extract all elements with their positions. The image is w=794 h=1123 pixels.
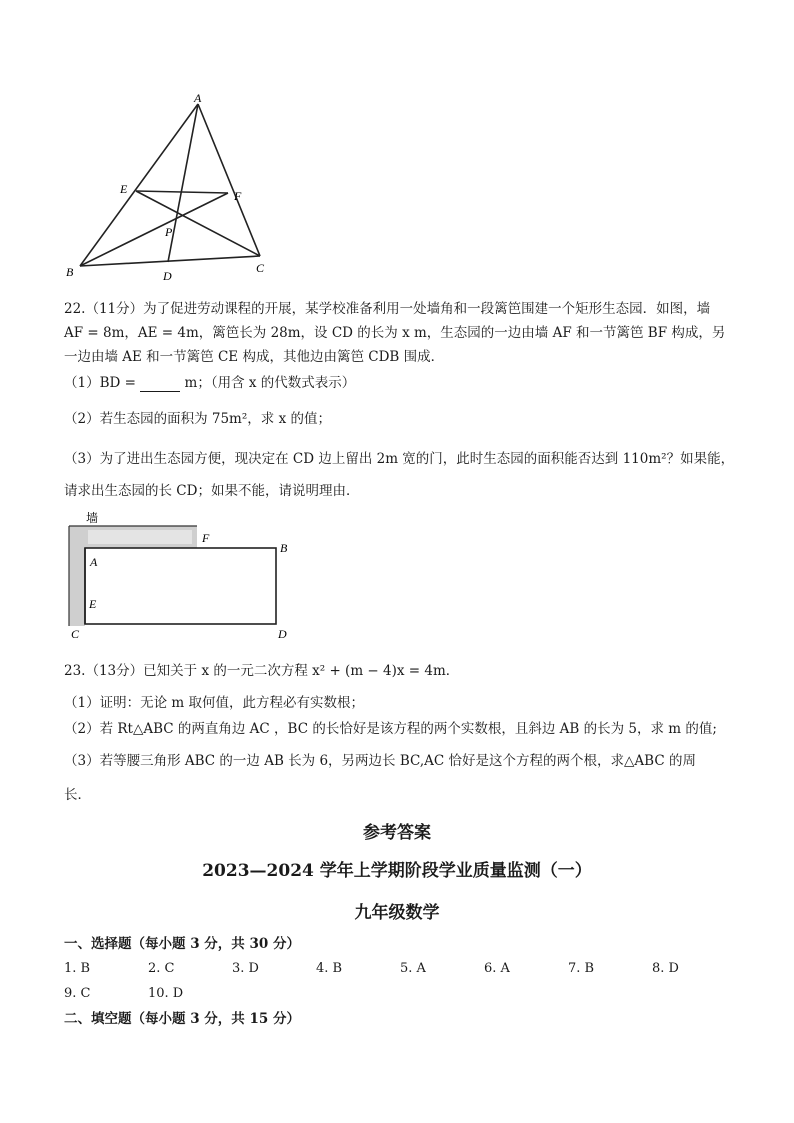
answer-item: 7. B [568, 961, 595, 976]
label-E: E [120, 182, 128, 196]
label-C2: C [71, 627, 80, 641]
wall-label: 墙 [86, 511, 99, 525]
q22-line1: 22.（11分）为了促进劳动课程的开展，某学校准备利用一处墙角和一段篱笆围建一个矩形生态园．如图，墙 [64, 301, 711, 317]
q22-line3: 一边由墙 AE 和一节篱笆 CE 构成，其他边由篱笆 CDB 围成． [64, 349, 445, 365]
label-E2: E [89, 597, 97, 611]
answer-row-1 [64, 961, 736, 976]
label-B: B [66, 265, 74, 279]
answer-item: 2. C [148, 961, 175, 976]
q23-line1: 23.（13分）已知关于 x 的一元二次方程 x² + (m − 4)x = 4m． [64, 663, 460, 679]
answer-item: 5. A [400, 961, 426, 976]
label-D2: D [278, 627, 287, 641]
label-F2: F [202, 531, 210, 545]
q22-part3-line2: 请求出生态园的长 CD；如果不能，请说明理由． [64, 483, 360, 499]
answer-row-2 [64, 986, 232, 1001]
q22-part1-suffix: m；（用含 x 的代数式表示） [184, 375, 356, 391]
q22-part3-line1: （3）为了进出生态园方便，现决定在 CD 边上留出 2m 宽的门，此时生态园的面积能否达到 110m²？如果能， [64, 451, 735, 467]
answers-title: 参考答案 [363, 823, 431, 843]
answer-item: 10. D [148, 986, 184, 1001]
answer-item: 8. D [652, 961, 679, 976]
q22-line2: AF = 8m，AE = 4m，篱笆长为 28m，设 CD 的长为 x m，生态园的一边由墙 AF 和一节篱笆 BF 构成，另 [64, 325, 726, 341]
q22-part1 [64, 374, 355, 392]
answers-subtitle: 2023—2024 学年上学期阶段学业质量监测（一） [202, 861, 592, 881]
label-F: F [234, 189, 242, 203]
answer-item: 4. B [316, 961, 343, 976]
q23-part1: （1）证明：无论 m 取何值，此方程必有实数根； [64, 695, 364, 711]
label-C: C [256, 261, 265, 275]
triangle-figure [60, 90, 280, 290]
label-A: A [194, 91, 202, 105]
section2-heading: 二、填空题（每小题 3 分，共 15 分） [64, 1011, 300, 1027]
answer-item: 9. C [64, 986, 91, 1001]
label-D: D [163, 269, 172, 283]
label-P: P [165, 225, 173, 239]
answer-item: 1. B [64, 961, 91, 976]
q23-part2: （2）若 Rt△ABC 的两直角边 AC ，BC 的长恰好是该方程的两个实数根，且斜边 AB 的长为 5，求 m 的值; [64, 721, 717, 737]
section1-heading: 一、选择题（每小题 3 分，共 30 分） [64, 936, 300, 952]
q23-part3-line1: （3）若等腰三角形 ABC 的一边 AB 长为 6，另两边长 BC,AC 恰好是这个方程的两个根，求△ABC 的周 [64, 753, 696, 769]
q23-part3-line2: 长． [64, 787, 91, 803]
q22-part2: （2）若生态园的面积为 75m²，求 x 的值； [64, 411, 331, 427]
q22-part1-prefix: （1）BD = [64, 375, 136, 391]
garden-figure [60, 508, 310, 648]
answer-item: 6. A [484, 961, 510, 976]
answers-grade: 九年级数学 [354, 903, 440, 923]
label-B2: B [280, 541, 288, 555]
answer-blank[interactable] [140, 377, 180, 392]
label-A2: A [90, 555, 98, 569]
answer-item: 3. D [232, 961, 259, 976]
